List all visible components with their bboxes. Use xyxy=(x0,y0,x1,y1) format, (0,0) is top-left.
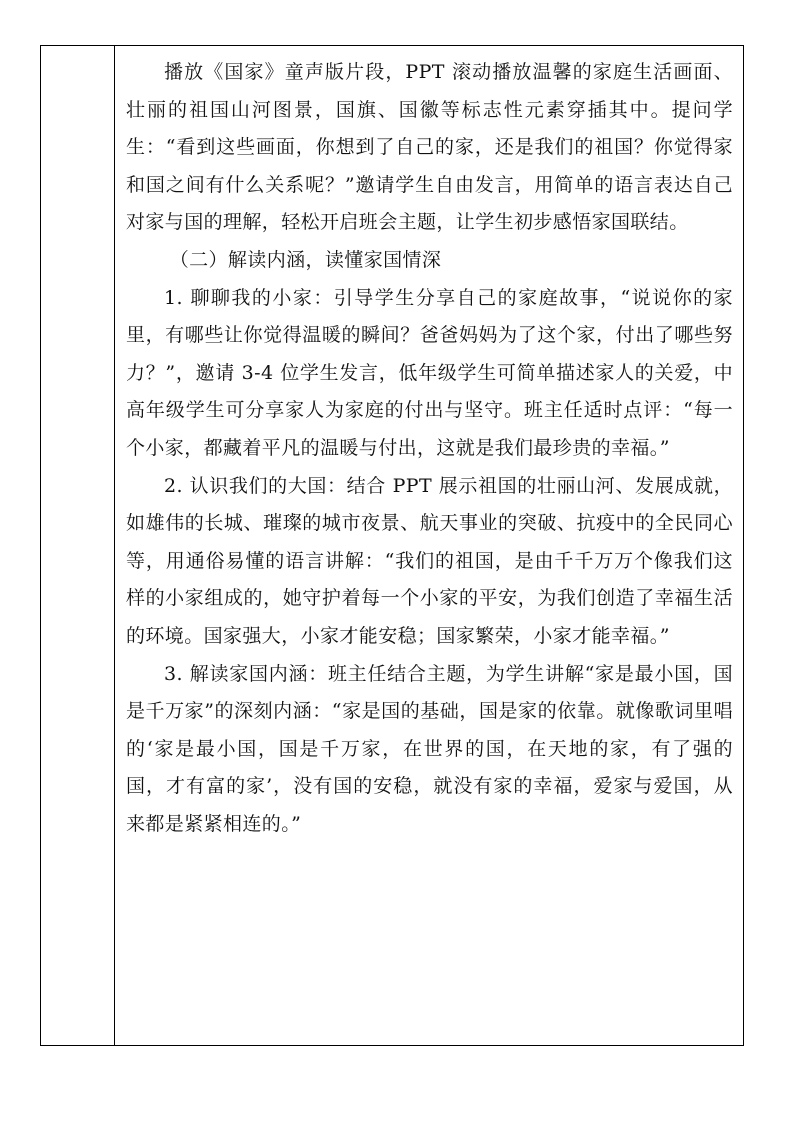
table-content-cell xyxy=(115,46,743,1045)
table-left-column xyxy=(41,46,115,1045)
section-heading: （二）解读内涵，读懂家国情深 xyxy=(169,248,442,271)
step-3-paragraph: 3. 解读家国内涵：班主任结合主题，为学生讲解“家是最小国，国是千万家”的深刻内涵：“家是国的基础，国是家的依靠。就像歌词里唱的‘家是最小国，国是千万家，在世界的国，在天地的家，有了强的国，才有富的家’，没有国的安稳，就没有家的幸福，爱家与爱国，从来都是紧紧相连的。” xyxy=(126,662,733,835)
intro-paragraph: 播放《国家》童声版片段，PPT 滚动播放温馨的家庭生活画面、壮丽的祖国山河图景，国旗、国徽等标志性元素穿插其中。提问学生：“看到这些画面，你想到了自己的家，还是我们的祖国？你觉得家和国之间有什么关系呢？”邀请学生自由发言，用简单的语言表达自己对家与国的理解，轻松开启班会主题，让学生初步感悟家国联结。 xyxy=(126,61,733,234)
step-1-paragraph: 1. 聊聊我的小家：引导学生分享自己的家庭故事，“说说你的家里，有哪些让你觉得温暖的瞬间？爸爸妈妈为了这个家，付出了哪些努力？”，邀请 3-4 位学生发言，低年级学生可简单描述家人的关爱，中高年级学生可分享家人为家庭的付出与坚守。班主任适时点评：“每一个小家，都藏着平凡的温暖与付出，这就是我们最珍贵的幸福。” xyxy=(126,286,733,459)
document-table xyxy=(40,45,744,1046)
step-2-paragraph: 2. 认识我们的大国：结合 PPT 展示祖国的壮丽山河、发展成就，如雄伟的长城、璀璨的城市夜景、航天事业的突破、抗疫中的全民同心等，用通俗易懂的语言讲解：“我们的祖国，是由千千万万个像我们这样的小家组成的，她守护着每一个小家的平安，为我们创造了幸福生活的环境。国家强大，小家才能安稳；国家繁荣，小家才能幸福。” xyxy=(126,474,733,647)
